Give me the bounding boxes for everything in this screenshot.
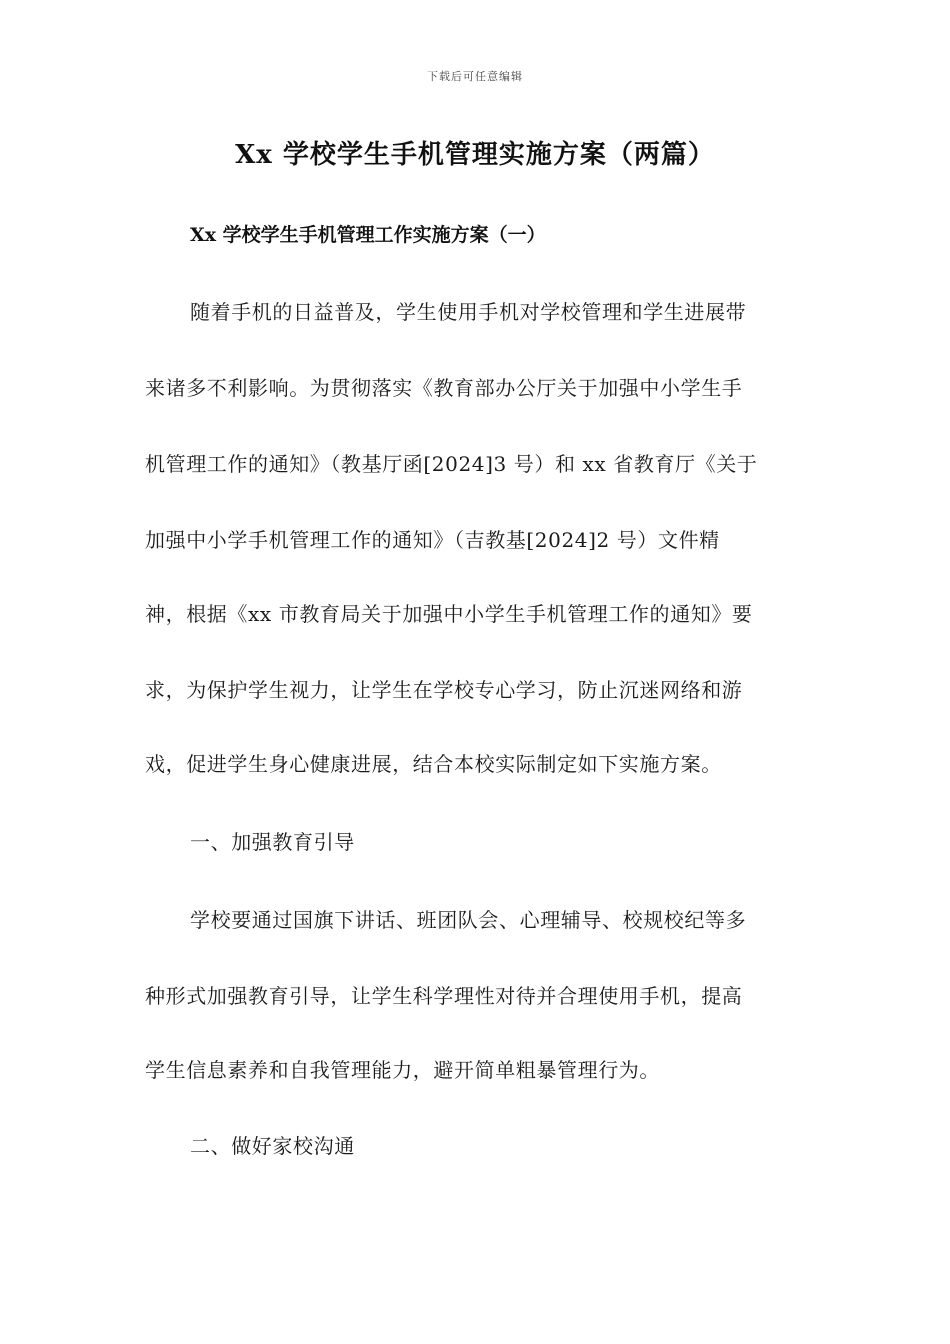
header-note: 下载后可任意编辑 (427, 70, 523, 83)
paragraph-line: 戏，促进学生身心健康进展，结合本校实际制定如下实施方案。 (145, 752, 722, 776)
paragraph-line: 随着手机的日益普及，学生使用手机对学校管理和学生进展带 (190, 300, 747, 324)
paragraph-line: 机管理工作的通知》（教基厅函[2024]3 号）和 xx 省教育厅《关于 (145, 452, 758, 476)
paragraph-line: 学生信息素养和自我管理能力，避开简单粗暴管理行为。 (145, 1058, 660, 1082)
section-title: Xx 学校学生手机管理工作实施方案（一） (190, 224, 546, 246)
paragraph-line: 学校要通过国旗下讲话、班团队会、心理辅导、校规校纪等多 (190, 908, 747, 932)
paragraph-line: 求，为保护学生视力，让学生在学校专心学习，防止沉迷网络和游 (145, 678, 743, 702)
paragraph-line: 神，根据《xx 市教育局关于加强中小学生手机管理工作的通知》要 (145, 602, 753, 626)
paragraph-line: 种形式加强教育引导，让学生科学理性对待并合理使用手机，提高 (145, 984, 743, 1008)
document-title: Xx 学校学生手机管理实施方案（两篇） (235, 140, 715, 170)
section-heading: 一、加强教育引导 (190, 830, 355, 854)
section-heading: 二、做好家校沟通 (190, 1134, 355, 1158)
paragraph-line: 加强中小学手机管理工作的通知》（吉教基[2024]2 号）文件精 (145, 528, 720, 552)
paragraph-line: 来诸多不利影响。为贯彻落实《教育部办公厅关于加强中小学生手 (145, 376, 743, 400)
